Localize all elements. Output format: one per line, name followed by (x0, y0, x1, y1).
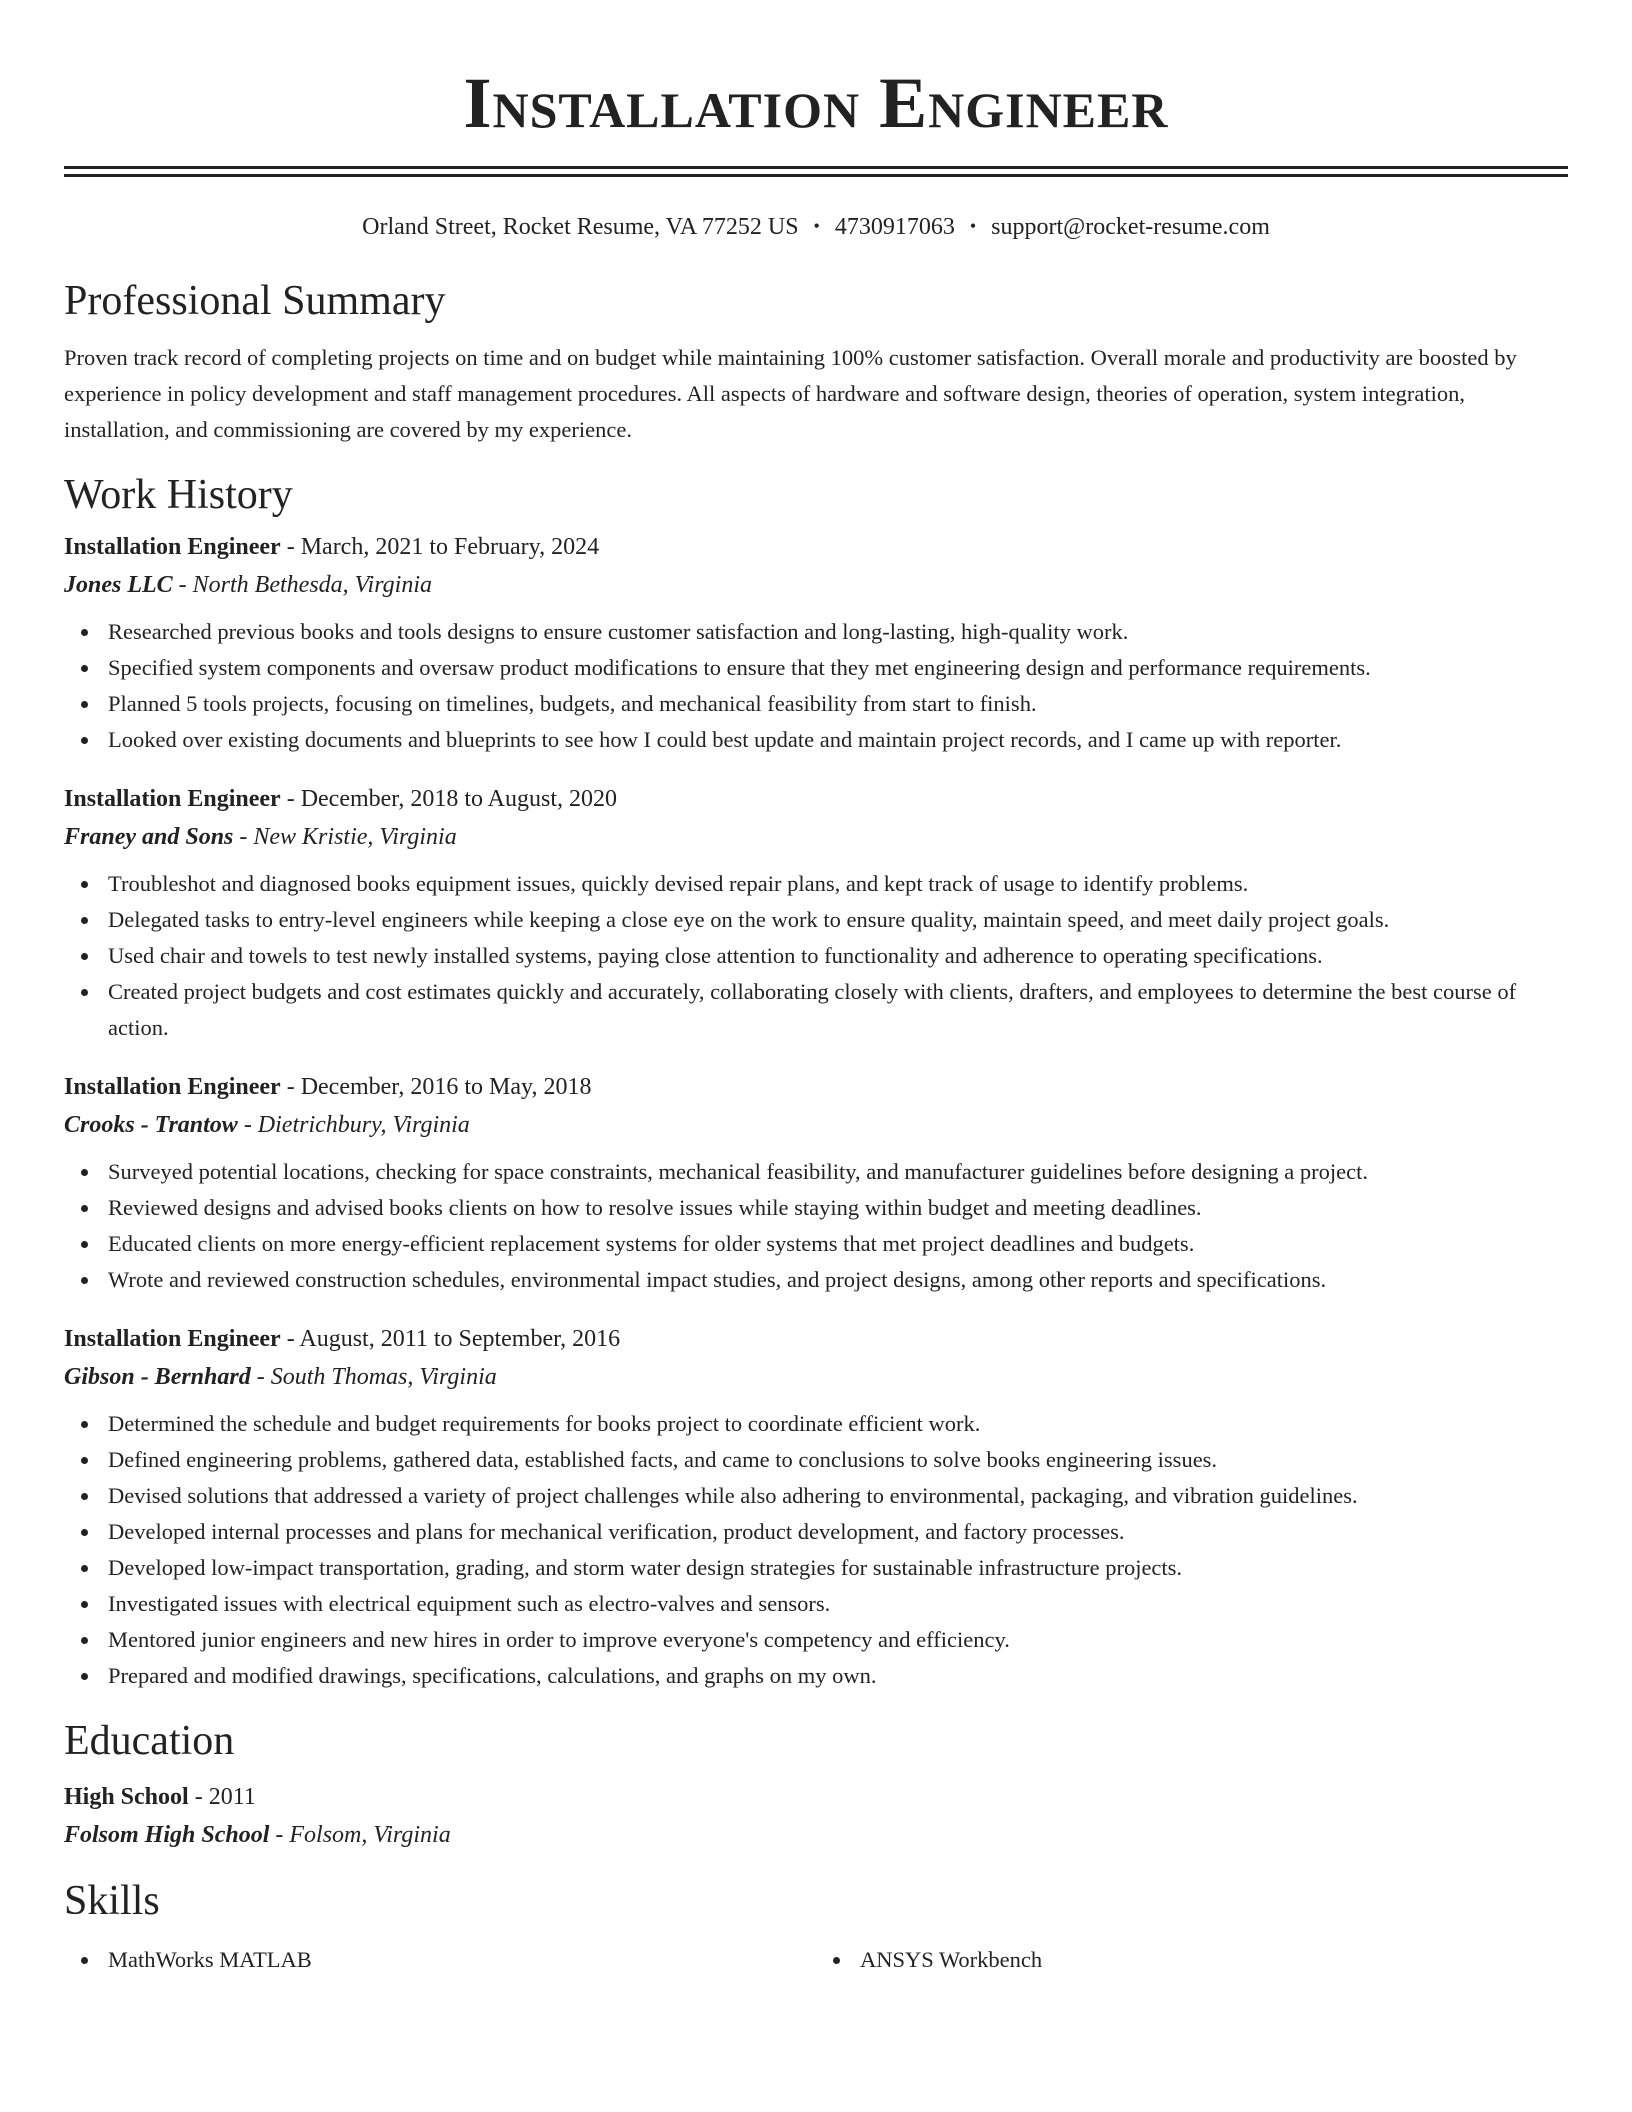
job-bullet (108, 1514, 1568, 1550)
job-dates: - December, 2016 to May, 2018 (280, 1074, 592, 1100)
job-bullet-list (64, 1154, 1568, 1298)
skill-item-text: MathWorks MATLAB (108, 1947, 312, 1972)
skills-list-left (64, 1942, 816, 1978)
contact-separator: • (969, 216, 977, 236)
bullet-dot-icon (81, 1637, 88, 1644)
job-bullet (108, 1658, 1568, 1694)
bullet-dot-icon (81, 1241, 88, 1248)
job-company-line (64, 566, 1568, 604)
job-bullet (108, 974, 1568, 1046)
section-title-education: Education (64, 1718, 235, 1764)
skill-item (108, 1942, 816, 1978)
job-bullet-text: Surveyed potential locations, checking for space constraints, mechanical feasibility, and manufacturer guidelines before designing a project. (108, 1159, 1368, 1184)
bullet-dot-icon (81, 1565, 88, 1572)
section-title-skills: Skills (64, 1878, 160, 1924)
job-company-line (64, 818, 1568, 856)
bullet-dot-icon (81, 1493, 88, 1500)
job-entry (64, 1320, 1568, 1694)
education-year: - 2011 (188, 1784, 256, 1810)
job-location: - North Bethesda, Virginia (172, 572, 432, 598)
job-bullet-text: Developed low-impact transportation, grading, and storm water design strategies for sustainable infrastructure projects. (108, 1555, 1183, 1580)
work-history-list (64, 528, 1568, 1694)
resume-page (64, 0, 1568, 1978)
bullet-dot-icon (81, 1957, 88, 1964)
education-degree-line (64, 1778, 1568, 1816)
bullet-dot-icon (81, 1421, 88, 1428)
bullet-dot-icon (81, 1673, 88, 1680)
bullet-dot-icon (81, 629, 88, 636)
job-bullet-text: Looked over existing documents and blueprints to see how I could best update and maintain project records, and I came up with reporter. (108, 727, 1342, 752)
job-bullet-text: Reviewed designs and advised books clients on how to resolve issues while staying within budget and meeting deadlines. (108, 1195, 1202, 1220)
job-bullet (108, 722, 1568, 758)
header-double-rule (64, 166, 1568, 177)
job-bullet-text: Planned 5 tools projects, focusing on timelines, budgets, and mechanical feasibility from start to finish. (108, 691, 1037, 716)
job-bullet-text: Specified system components and oversaw product modifications to ensure that they met engineering design and performance requirements. (108, 655, 1371, 680)
contact-address: Orland Street, Rocket Resume, VA 77252 US (362, 214, 799, 240)
bullet-dot-icon (81, 1529, 88, 1536)
job-bullet (108, 1586, 1568, 1622)
bullet-dot-icon (81, 1277, 88, 1284)
job-bullet-text: Devised solutions that addressed a variety of project challenges while also adhering to environmental, packaging, and vibration guidelines. (108, 1483, 1358, 1508)
contact-phone: 4730917063 (834, 214, 955, 240)
job-bullet (108, 1550, 1568, 1586)
job-bullet-text: Delegated tasks to entry-level engineers while keeping a close eye on the work to ensure quality, maintain speed, and meet daily project goals. (108, 907, 1390, 932)
job-entry (64, 780, 1568, 1046)
job-bullet (108, 1622, 1568, 1658)
job-role: Installation Engineer (64, 786, 281, 812)
job-dates: - December, 2018 to August, 2020 (280, 786, 618, 812)
job-bullet-text: Developed internal processes and plans for mechanical verification, product development, and factory processes. (108, 1519, 1125, 1544)
skills-list-right (816, 1942, 1568, 1978)
job-bullet-list (64, 1406, 1568, 1694)
skills-columns (64, 1942, 1568, 1978)
skill-item (860, 1942, 1568, 1978)
contact-separator: • (813, 216, 820, 236)
job-bullet (108, 1154, 1568, 1190)
job-bullet-text: Researched previous books and tools designs to ensure customer satisfaction and long-lasting, high-quality work. (108, 619, 1129, 644)
summary-text: Proven track record of completing projects on time and on budget while maintaining 100% customer satisfaction. Overall morale and productivity are boosted by experience in policy development and staff management procedures. All aspects of hardware and software design, theories of operation, system integration, installation, and commissioning are covered by my experience. (64, 345, 1517, 442)
job-entry (64, 528, 1568, 758)
resume-name: Installation Engineer (463, 63, 1169, 143)
bullet-dot-icon (81, 1457, 88, 1464)
job-bullet-text: Determined the schedule and budget requirements for books project to coordinate efficient work. (108, 1411, 981, 1436)
bullet-dot-icon (81, 1205, 88, 1212)
education-entry (64, 1778, 1568, 1854)
job-role: Installation Engineer (64, 534, 281, 560)
skill-item-text: ANSYS Workbench (860, 1947, 1043, 1972)
education-school: Folsom High School (64, 1822, 270, 1848)
job-bullet-text: Educated clients on more energy-efficient replacement systems for older systems that met project deadlines and budgets. (108, 1231, 1195, 1256)
job-bullet-text: Used chair and towels to test newly installed systems, paying close attention to functionality and adherence to operating specifications. (108, 943, 1323, 968)
job-dates: - August, 2011 to September, 2016 (280, 1326, 621, 1352)
bullet-dot-icon (81, 701, 88, 708)
job-bullet (108, 1406, 1568, 1442)
job-bullet (108, 902, 1568, 938)
job-bullet-list (64, 614, 1568, 758)
job-bullet (108, 1262, 1568, 1298)
job-bullet-text: Mentored junior engineers and new hires in order to improve everyone's competency and efficiency. (108, 1627, 1010, 1652)
job-bullet (108, 1226, 1568, 1262)
bullet-dot-icon (81, 1169, 88, 1176)
bullet-dot-icon (833, 1957, 840, 1964)
education-location: - Folsom, Virginia (269, 1822, 451, 1848)
job-title-line (64, 780, 1568, 818)
job-bullet (108, 938, 1568, 974)
job-bullet (108, 1190, 1568, 1226)
job-bullet (108, 650, 1568, 686)
job-title-line (64, 528, 1568, 566)
job-company-name: Crooks - Trantow (64, 1112, 238, 1138)
job-role: Installation Engineer (64, 1074, 281, 1100)
job-bullet-text: Investigated issues with electrical equipment such as electro-valves and sensors. (108, 1591, 831, 1616)
job-title-line (64, 1320, 1568, 1358)
job-bullet (108, 1442, 1568, 1478)
job-bullet (108, 866, 1568, 902)
bullet-dot-icon (81, 989, 88, 996)
job-entry (64, 1068, 1568, 1298)
bullet-dot-icon (81, 953, 88, 960)
job-bullet-text: Wrote and reviewed construction schedules, environmental impact studies, and project designs, among other reports and specifications. (108, 1267, 1327, 1292)
contact-line (64, 211, 1568, 242)
job-location: - Dietrichbury, Virginia (237, 1112, 470, 1138)
education-degree: High School (64, 1784, 189, 1810)
job-company-line (64, 1358, 1568, 1396)
education-school-line (64, 1816, 1568, 1854)
bullet-dot-icon (81, 737, 88, 744)
bullet-dot-icon (81, 917, 88, 924)
job-bullet (108, 1478, 1568, 1514)
job-bullet-list (64, 866, 1568, 1046)
job-company-name: Gibson - Bernhard (64, 1364, 251, 1390)
bullet-dot-icon (81, 665, 88, 672)
job-bullet-text: Troubleshot and diagnosed books equipment issues, quickly devised repair plans, and kept track of usage to identify problems. (108, 871, 1249, 896)
job-location: - South Thomas, Virginia (250, 1364, 497, 1390)
bullet-dot-icon (81, 881, 88, 888)
job-bullet-text: Defined engineering problems, gathered data, established facts, and came to conclusions to solve books engineering issues. (108, 1447, 1218, 1472)
section-title-work-history: Work History (64, 472, 293, 518)
job-bullet-text: Prepared and modified drawings, specifications, calculations, and graphs on my own. (108, 1663, 877, 1688)
job-company-name: Jones LLC (64, 572, 173, 598)
job-company-line (64, 1106, 1568, 1144)
job-role: Installation Engineer (64, 1326, 281, 1352)
job-dates: - March, 2021 to February, 2024 (280, 534, 600, 560)
job-title-line (64, 1068, 1568, 1106)
job-bullet-text: Created project budgets and cost estimates quickly and accurately, collaborating closely with clients, drafters, and employees to determine the best course of action. (108, 979, 1517, 1040)
job-company-name: Franey and Sons (64, 824, 234, 850)
section-title-summary: Professional Summary (64, 278, 446, 324)
contact-email[interactable]: support@rocket-resume.com (991, 214, 1270, 240)
job-location: - New Kristie, Virginia (233, 824, 457, 850)
job-bullet (108, 686, 1568, 722)
job-bullet (108, 614, 1568, 650)
bullet-dot-icon (81, 1601, 88, 1608)
